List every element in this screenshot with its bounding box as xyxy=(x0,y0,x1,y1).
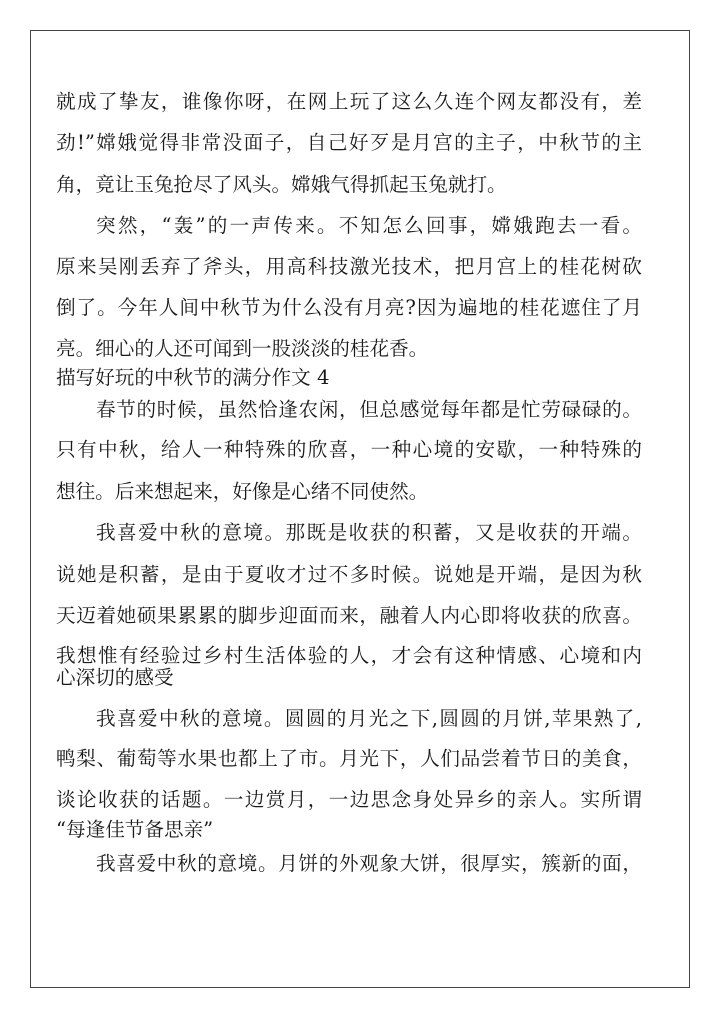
section-heading: 描写好玩的中秋节的满分作文 4 xyxy=(56,366,330,389)
paragraph-line: 春节的时候，虽然恰逢农闲，但总感觉每年都是忙劳碌碌的。 xyxy=(96,398,642,421)
paragraph-line: 鸭梨、葡萄等水果也都上了市。月光下，人们品尝着节日的美食， xyxy=(56,747,642,770)
paragraph-line: 谈论收获的话题。一边赏月，一边思念身处异乡的亲人。实所谓 xyxy=(56,788,642,811)
paragraph-line: 心深切的感受 xyxy=(56,666,174,689)
paragraph-line: 我喜爱中秋的意境。那既是收获的积蓄，又是收获的开端。 xyxy=(96,521,642,544)
paragraph-line: 亮。细心的人还可闻到一股淡淡的桂花香。 xyxy=(56,337,429,360)
paragraph-line: 就成了挚友，谁像你呀，在网上玩了这么久连个网友都没有，差 xyxy=(56,90,642,113)
paragraph-line: 角，竟让玉兔抢尽了风头。嫦娥气得抓起玉兔就打。 xyxy=(56,173,507,196)
paragraph-line: 原来吴刚丢弃了斧头，用高科技激光技术，把月宫上的桂花树砍 xyxy=(56,255,642,278)
paragraph-line: 我想惟有经验过乡村生活体验的人，才会有这种情感、心境和内 xyxy=(56,644,642,667)
paragraph-line: 想往。后来想起来，好像是心绪不同使然。 xyxy=(56,480,429,503)
paragraph-line: 只有中秋，给人一种特殊的欣喜，一种心境的安歇，一种特殊的 xyxy=(56,438,642,461)
paragraph-line: 天迈着她硕果累累的脚步迎面而来，融着人内心即将收获的欣喜。 xyxy=(56,604,642,627)
paragraph-line: 倒了。今年人间中秋节为什么没有月亮?因为遍地的桂花遮住了月 xyxy=(56,296,642,319)
paragraph-line: 说她是积蓄，是由于夏收才过不多时候。说她是开端，是因为秋 xyxy=(56,563,642,586)
paragraph-line: 我喜爱中秋的意境。圆圆的月光之下,圆圆的月饼,苹果熟了, xyxy=(96,707,642,730)
paragraph-line: 突然，“轰”的一声传来。不知怎么回事，嫦娥跑去一看。 xyxy=(96,214,642,237)
paragraph-line: 我喜爱中秋的意境。月饼的外观象大饼，很厚实，簇新的面， xyxy=(96,852,642,875)
paragraph-line: “每逢佳节备思亲” xyxy=(56,818,214,841)
paragraph-line: 劲!”嫦娥觉得非常没面子，自己好歹是月宫的主子，中秋节的主 xyxy=(56,131,642,154)
